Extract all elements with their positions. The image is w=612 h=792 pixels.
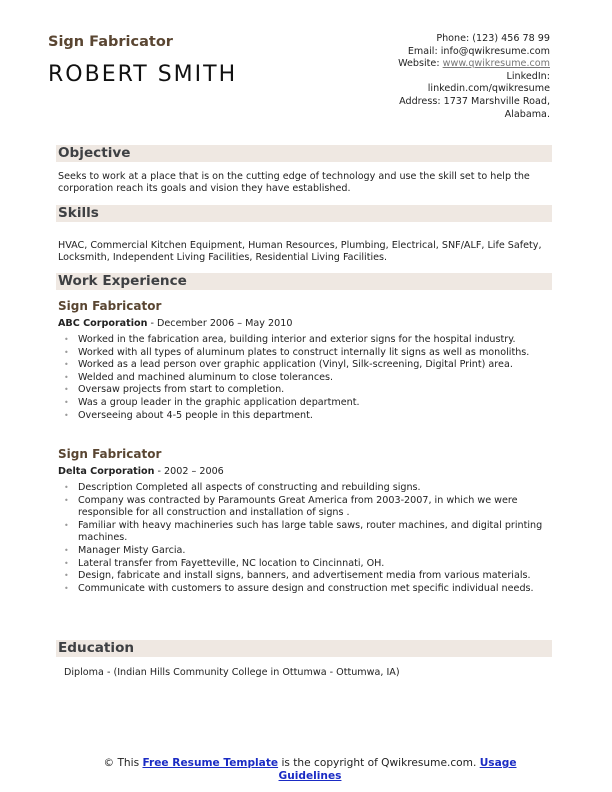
section-title-skills: Skills	[58, 205, 99, 221]
company-name: ABC Corporation	[58, 318, 148, 329]
list-item: • Design, fabricate and install signs, banners, and advertisement media from various materials.	[58, 570, 548, 583]
list-item: • Oversaw projects from start to completion.	[58, 384, 558, 397]
website-link[interactable]: www.qwikresume.com	[442, 58, 550, 70]
contact-linkedin-value: linkedin.com/qwikresume	[427, 83, 550, 95]
list-item: • Overseeing about 4-5 people in this department.	[58, 410, 558, 423]
section-header-objective	[56, 145, 552, 162]
section-title-education: Education	[58, 640, 135, 656]
list-item: • Company was contracted by Paramounts Great America from 2003-2007, in which we were responsible for all construction and installation of signs .	[58, 495, 548, 520]
job-bullets	[58, 334, 558, 422]
contact-linkedin-label: LinkedIn:	[506, 70, 550, 82]
contact-address-line2: Alabama.	[504, 108, 550, 120]
footer-middle: is the copyright of Qwikresume.com.	[278, 757, 480, 769]
list-item: • Worked as a lead person over graphic application (Vinyl, Silk-screening, Digital Print) area.	[58, 359, 558, 372]
list-item: • Description Completed all aspects of constructing and rebuilding signs.	[58, 482, 548, 495]
usage-guidelines-link[interactable]: Usage Guidelines	[278, 757, 517, 782]
education-text: Diploma - (Indian Hills Community College in Ottumwa - Ottumwa, IA)	[64, 667, 400, 678]
section-title-objective: Objective	[58, 145, 131, 161]
job-role: Sign Fabricator	[58, 447, 162, 461]
section-header-work-experience	[56, 273, 552, 290]
footer-prefix: © This	[103, 757, 143, 769]
free-resume-template-link[interactable]: Free Resume Template	[142, 757, 279, 769]
job-company-line	[58, 318, 292, 329]
footer-copyright	[80, 757, 540, 783]
contact-phone: Phone: (123) 456 78 99	[436, 33, 550, 44]
job-dates: - 2002 – 2006	[154, 466, 224, 477]
contact-block	[310, 33, 550, 121]
section-title-work-experience: Work Experience	[58, 273, 187, 289]
list-item: • Familiar with heavy machineries such has large table saws, router machines, and digital printing machines.	[58, 520, 548, 545]
section-header-skills	[56, 205, 552, 222]
list-item: • Worked in the fabrication area, building interior and exterior signs for the hospital industry.	[58, 334, 558, 347]
contact-address-line1: Address: 1737 Marshville Road,	[399, 95, 550, 107]
job-title: Sign Fabricator	[48, 34, 173, 50]
contact-website	[310, 58, 550, 71]
section-header-education	[56, 640, 552, 657]
job-role: Sign Fabricator	[58, 299, 162, 313]
website-label: Website:	[398, 58, 443, 70]
company-name: Delta Corporation	[58, 466, 155, 477]
list-item: • Communicate with customers to assure design and construction met specific individual needs.	[58, 583, 548, 596]
list-item: • Was a group leader in the graphic application department.	[58, 397, 558, 410]
contact-email: Email: info@qwikresume.com	[407, 45, 550, 57]
list-item: • Manager Misty Garcia.	[58, 545, 548, 558]
list-item: • Worked with all types of aluminum plates to construct internally lit signs as well as monoliths.	[58, 347, 558, 360]
job-company-line	[58, 466, 224, 477]
job-bullets	[58, 482, 548, 595]
objective-text: Seeks to work at a place that is on the cutting edge of technology and use the skill set to help the corporation reach its goals and vision they have established.	[58, 171, 530, 195]
candidate-name: ROBERT SMITH	[48, 62, 238, 87]
list-item: • Welded and machined aluminum to close tolerances.	[58, 372, 558, 385]
list-item: • Lateral transfer from Fayetteville, NC location to Cincinnati, OH.	[58, 558, 548, 571]
job-dates: - December 2006 – May 2010	[147, 318, 293, 329]
skills-text: HVAC, Commercial Kitchen Equipment, Human Resources, Plumbing, Electrical, SNF/ALF, Life Safety, Locksmith, Independent Living Facilities, Residential Living Facilities.	[58, 240, 542, 264]
